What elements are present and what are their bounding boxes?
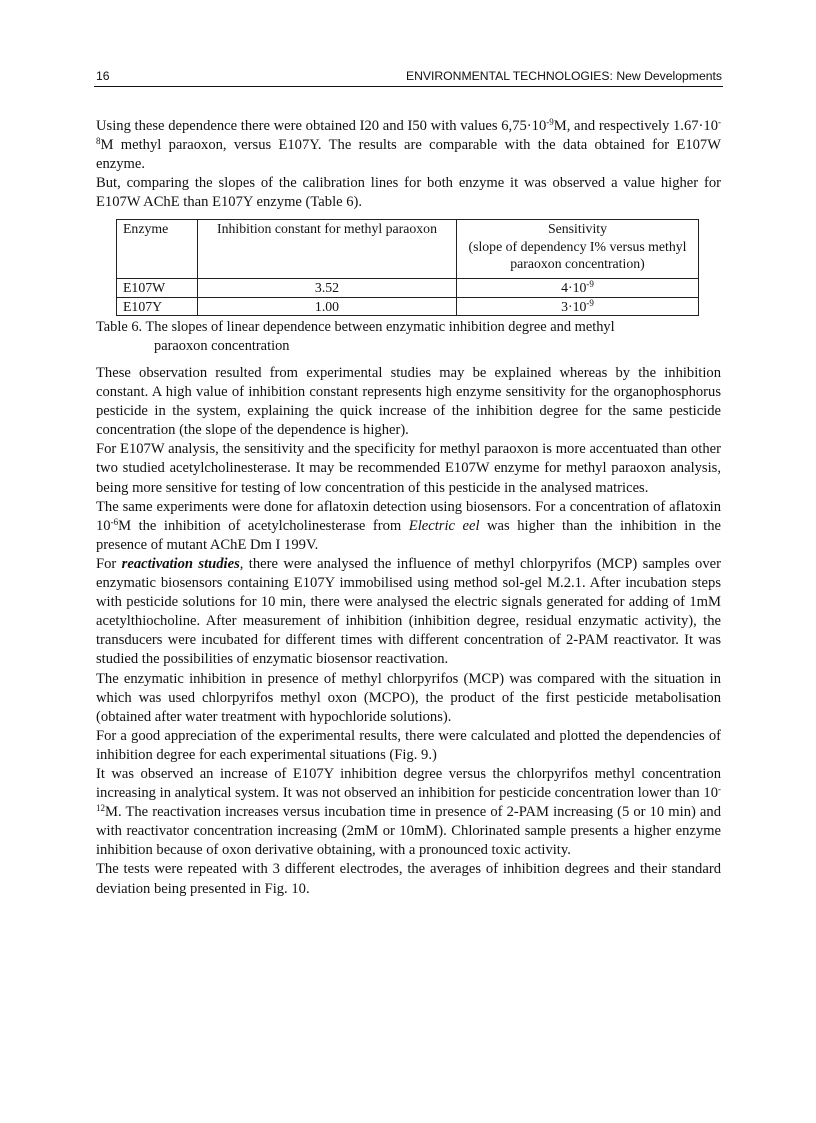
body-paragraph-6: For a good appreciation of the experimental results, there were calculated and plotted the dependencies of inhibition degree for each experimental situations (Fig. 9.) [96, 727, 721, 763]
body-paragraph-4: For reactivation studies, there were analysed the influence of methyl chlorpyrifos (MCP) samples over enzymatic biosensors containing E107Y immobilised using method sol-gel M.2.1. After incubation steps with pesticide solutions for 10 min, there were analysed the electric signals generated for adding of 1mM acetylthiocholine. After measurement of inhibition (inhibition degree, residual enzymatic activity), the transducers were incubated for different times with different concentration of 2-PAM reactivator. It was studied the possibilities of enzymatic biosensor reactivation. [96, 555, 721, 668]
body-paragraph-8: The tests were repeated with 3 different electrodes, the averages of inhibition degrees and their standard deviation being presented in Fig. 10. [96, 861, 721, 897]
body-paragraph-2: For E107W analysis, the sensitivity and the specificity for methyl paraoxon is more accentuated than other two studied acetylcholinesterase. It may be recommended E107W enzyme for methyl paraoxon analysis, being more sensitive for testing of low concentration of this pesticide in the analysed matrices. [96, 441, 721, 496]
body-text [96, 364, 721, 899]
page-number: 16 [96, 69, 110, 83]
cell-sensitivity: $3\cdot 10^{-9}$ [457, 297, 699, 316]
header-enzyme: Enzyme [117, 220, 198, 279]
cell-inhibition: 3.52 [198, 279, 457, 298]
cell-enzyme: E107Y [117, 297, 198, 316]
body-paragraph-1: These observation resulted from experimental studies may be explained whereas by the inhibition constant. A high value of inhibition constant represents high enzyme sensitivity for the organophosphorus pesticide in the system, explaining the quick increase of the inhibition degree for the same pesticide concentration (the slope of the dependence is higher). [96, 365, 721, 439]
cell-enzyme: E107W [117, 279, 198, 298]
table-header-row [117, 220, 699, 279]
cell-sensitivity: $4\cdot 10^{-9}$ [457, 279, 699, 298]
intro-text [96, 117, 721, 212]
body-paragraph-3: The same experiments were done for aflatoxin detection using biosensors. For a concentration of aflatoxin $10^{-6}M$ the inhibition of acetylcholinesterase from Electric eel was higher than the inhibition in the presence of mutant AChE Dm I 199V. [96, 498, 721, 553]
intro-paragraph-2: But, comparing the slopes of the calibration lines for both enzyme it was observed a value higher for E107W AChE than E107Y enzyme (Table 6). [96, 174, 721, 210]
header-inhibition-constant: Inhibition constant for methyl paraoxon [198, 220, 457, 279]
body-paragraph-5: The enzymatic inhibition in presence of methyl chlorpyrifos (MCP) was compared with the situation in which was used chlorpyrifos methyl oxon (MCPO), the product of the first pesticide metabolisation (obtained after water treatment with hypochloride solutions). [96, 670, 721, 725]
intro-paragraph-1: Using these dependence there were obtained I20 and I50 with values $6,75\cdot 10^{-9}M$, and respectively $1.67\cdot 10^{-8}M$ methyl paraoxon, versus E107Y. The results are comparable with the data obtained for E107W enzyme. [96, 117, 722, 172]
table-row [117, 297, 699, 316]
table-6-caption: Table 6. The slopes of linear dependence between enzymatic inhibition degree and methyl paraoxon concentration [96, 319, 615, 354]
running-title: ENVIRONMENTAL TECHNOLOGIES: New Developments [405, 69, 722, 83]
header-sensitivity: Sensitivity (slope of dependency I% versus methyl paraoxon concentration) [457, 220, 699, 279]
table-6 [116, 219, 699, 316]
body-paragraph-7: It was observed an increase of E107Y inhibition degree versus the chlorpyrifos methyl concentration increasing in analytical system. It was not observed an inhibition for pesticide concentration lower than $10^{-12}M$. The reactivation increases versus incubation time in presence of 2-PAM increasing (5 or 10 min) and with reactivator concentration increasing (2mM or 10mM). Chlorinated sample presents a higher enzyme inhibition because of oxon derivative obtaining, with a pronounced toxic activity. [96, 765, 721, 859]
cell-inhibition: 1.00 [198, 297, 457, 316]
table-row [117, 279, 699, 298]
running-header [94, 68, 723, 87]
